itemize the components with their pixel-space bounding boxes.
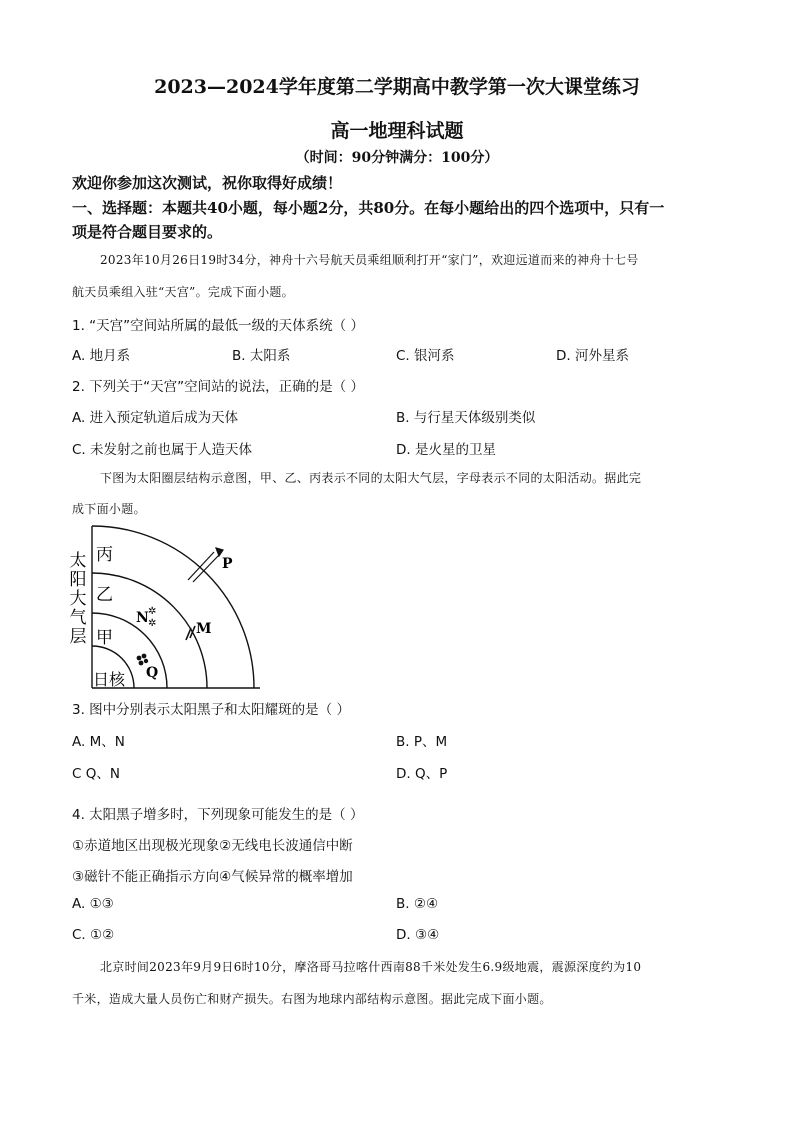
q3-option-c: C Q、N — [72, 766, 120, 782]
context2-line1: 下图为太阳圈层结构示意图，甲、乙、丙表示不同的太阳大气层，字母表示不同的太阳活动。据此完 — [100, 471, 642, 485]
context1-line1: 2023年10月26日19时34分，神舟十六号航天员乘组顺利打开“家门”，欢迎远道而来的神舟十七号 — [100, 253, 639, 267]
q4-statement-line1: ①赤道地区出现极光现象②无线电长波通信中断 — [72, 838, 353, 854]
q3-option-a: A. M、N — [72, 734, 125, 750]
q4-statement-line2: ③磁针不能正确指示方向④气候异常的概率增加 — [72, 869, 353, 885]
q1-option-d: D. 河外星系 — [556, 348, 629, 364]
q4-option-a: A. ①③ — [72, 896, 114, 912]
label-p: P — [222, 556, 233, 572]
layer-label-yi: 乙 — [96, 585, 113, 605]
q1-option-a: A. 地月系 — [72, 348, 131, 364]
flare-icon: ✲ — [148, 606, 157, 617]
q1-option-b: B. 太阳系 — [232, 348, 291, 364]
q2-option-a: A. 进入预定轨道后成为天体 — [72, 410, 239, 426]
side-label-char: 阳 — [69, 570, 87, 590]
q2-stem: 2. 下列关于“天宫”空间站的说法，正确的是（ ） — [72, 379, 364, 395]
context1-line2: 航天员乘组入驻“天宫”。完成下面小题。 — [72, 285, 294, 299]
q4-option-c: C. ①② — [72, 927, 115, 943]
q4-option-d: D. ③④ — [396, 927, 440, 943]
core-label: 日核 — [93, 670, 126, 689]
context3-line1: 北京时间2023年9月9日6时10分，摩洛哥马拉喀什西南88千米处发生6.9级地震，震源深度约为10 — [100, 960, 642, 974]
label-n: N — [136, 610, 149, 626]
section-heading-line2: 项是符合题目要求的。 — [72, 223, 223, 241]
q2-option-d: D. 是火星的卫星 — [396, 442, 496, 458]
context2-line2: 成下面小题。 — [72, 502, 146, 516]
q3-option-b: B. P、M — [396, 734, 448, 750]
flare-icon: ✲ — [148, 618, 157, 629]
side-label-char: 气 — [69, 608, 87, 628]
layer-label-bing: 丙 — [96, 545, 113, 565]
layer-label-jia: 甲 — [96, 628, 113, 648]
q1-stem: 1. “天宫”空间站所属的最低一级的天体系统（ ） — [72, 318, 364, 334]
sunspot-icon — [137, 654, 149, 666]
q4-stem: 4. 太阳黑子增多时，下列现象可能发生的是（ ） — [72, 807, 364, 823]
solar-wind-arrow-icon — [188, 548, 223, 582]
context3-line2: 千米，造成大量人员伤亡和财产损失。右图为地球内部结构示意图。据此完成下面小题。 — [72, 992, 552, 1006]
q3-option-d: D. Q、P — [396, 766, 448, 782]
q4-option-b: B. ②④ — [396, 896, 439, 912]
q2-option-b: B. 与行星天体级别类似 — [396, 410, 536, 426]
greeting: 欢迎你参加这次测试，祝你取得好成绩！ — [72, 174, 343, 192]
exam-title: 2023—2024学年度第二学期高中教学第一次大课堂练习 — [154, 76, 640, 98]
side-label-char: 层 — [69, 627, 87, 647]
label-m: M — [196, 621, 212, 637]
exam-subtitle: 高一地理科试题 — [330, 120, 464, 142]
time-info: （时间：90分钟满分：100分） — [295, 150, 499, 166]
side-label-char: 大 — [69, 589, 87, 609]
solar-structure-figure — [60, 518, 270, 696]
label-q: Q — [146, 665, 159, 681]
side-label-char: 太 — [69, 551, 87, 571]
q3-stem: 3. 图中分别表示太阳黑子和太阳耀斑的是（ ） — [72, 702, 350, 718]
section-heading-line1: 一、选择题：本题共40小题，每小题2分，共80分。在每小题给出的四个选项中，只有一 — [72, 199, 665, 217]
q2-option-c: C. 未发射之前也属于人造天体 — [72, 442, 253, 458]
q1-option-c: C. 银河系 — [396, 348, 455, 364]
